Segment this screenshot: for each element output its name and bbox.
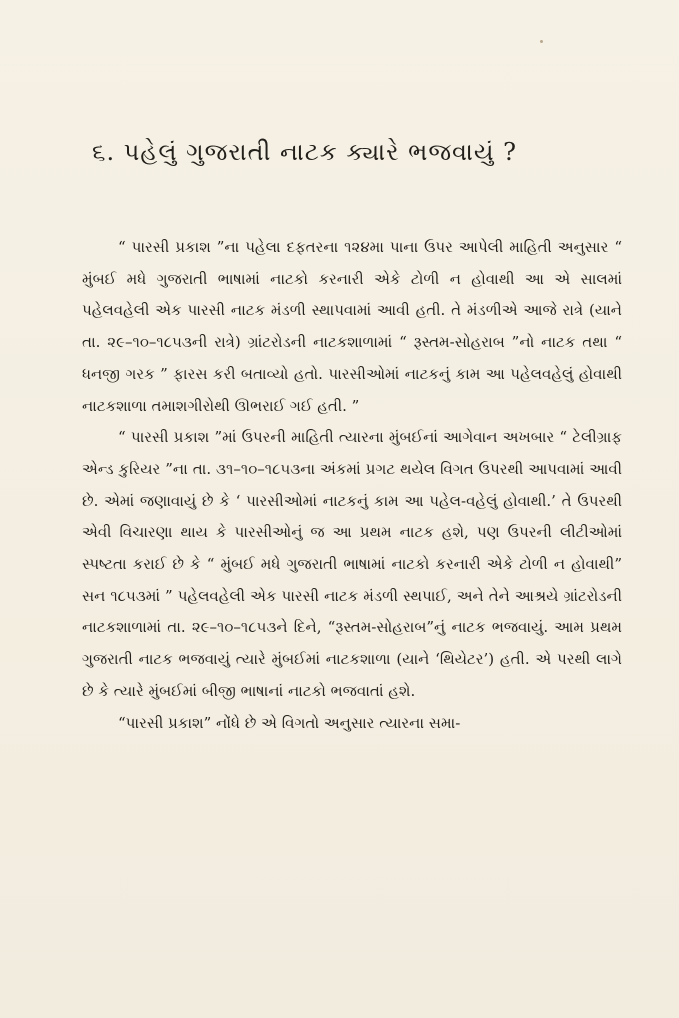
paragraph-2: “ પારસી પ્રકાશ ”માં ઉપરની માહિતી ત્યારના મુંબઈનાં આગેવાન અખબાર “ ટેલીગ્રાફ એન્ડ કુરિયર ”ના તા. ૩૧–૧૦–૧૮૫૩ના અંકમાં પ્રગટ થયેલ વિગત ઉપરથી આપવામાં આવી છે. એમાં જણાવાયું છે કે ‘ પારસીઓમાં નાટકનું કામ આ પહેલ-વહેલું હોવાથી.’ તે ઉપરથી એવી વિચારણા થાય કે પારસીઓનું જ આ પ્રથમ નાટક હશે, પણ ઉપરની લીટીઓમાં સ્પષ્ટતા કરાઈ છે કે “ મુંબઈ મધે ગુજરાતી ભાષામાં નાટકો કરનારી એકે ટોળી ન હોવાથી” સન ૧૮૫૩માં ” પહેલવહેલી એક પારસી નાટક મંડળી સ્થપાઈ, અને તેને આશ્રયે ગ્રાંટરોડની નાટકશાળામાં તા. ૨૯–૧૦–૧૮૫૩ને દિને, “રૂસ્તમ-સોહરાબ”નું નાટક ભજવાયું. આમ પ્રથમ ગુજરાતી નાટક ભજવાયું ત્યારે મુંબઈમાં નાટકશાળા (યાને ‘થિયેટર’) હતી. એ પરથી લાગે છે કે ત્યારે મુંબઈમાં બીજી ભાષાનાં નાટકો ભજવાતાં હશે. [82,428,622,700]
paragraph-3: “પારસી પ્રકાશ” નોંધે છે એ વિગતો અનુસાર ત્યારના સમા- [118,713,461,732]
chapter-title: ૬. પહેલું ગુજરાતી નાટક ક્યારે ભજવાયું ? [92,138,518,166]
body-text [82,232,622,739]
paragraph-1: “ પારસી પ્રકાશ ”ના પહેલા દફતરના ૧૨૪મા પાના ઉપર આપેલી માહિતી અનુસાર “ મુંબઈ મધે ગુજરાતી ભાષામાં નાટકો કરનારી એકે ટોળી ન હોવાથી આ એ સાલમાં પહેલવહેલી એક પારસી નાટક મંડળી સ્થાપવામાં આવી હતી. તે મંડળીએ આજે રાત્રે (યાને તા. ૨૯–૧૦–૧૮૫૩ની રાત્રે) ગ્રાંટરોડની નાટકશાળામાં “ રૂસ્તમ-સોહરાબ ”નો નાટક તથા “ ધનજી ગરક ” ફારસ કરી બતાવ્યો હતો. પારસીઓમાં નાટકનું કામ આ પહેલવહેલું હોવાથી નાટકશાળા તમાશગીરોથી ઊભરાઈ ગઈ હતી. ” [82,238,622,415]
page-speck [540,40,543,43]
